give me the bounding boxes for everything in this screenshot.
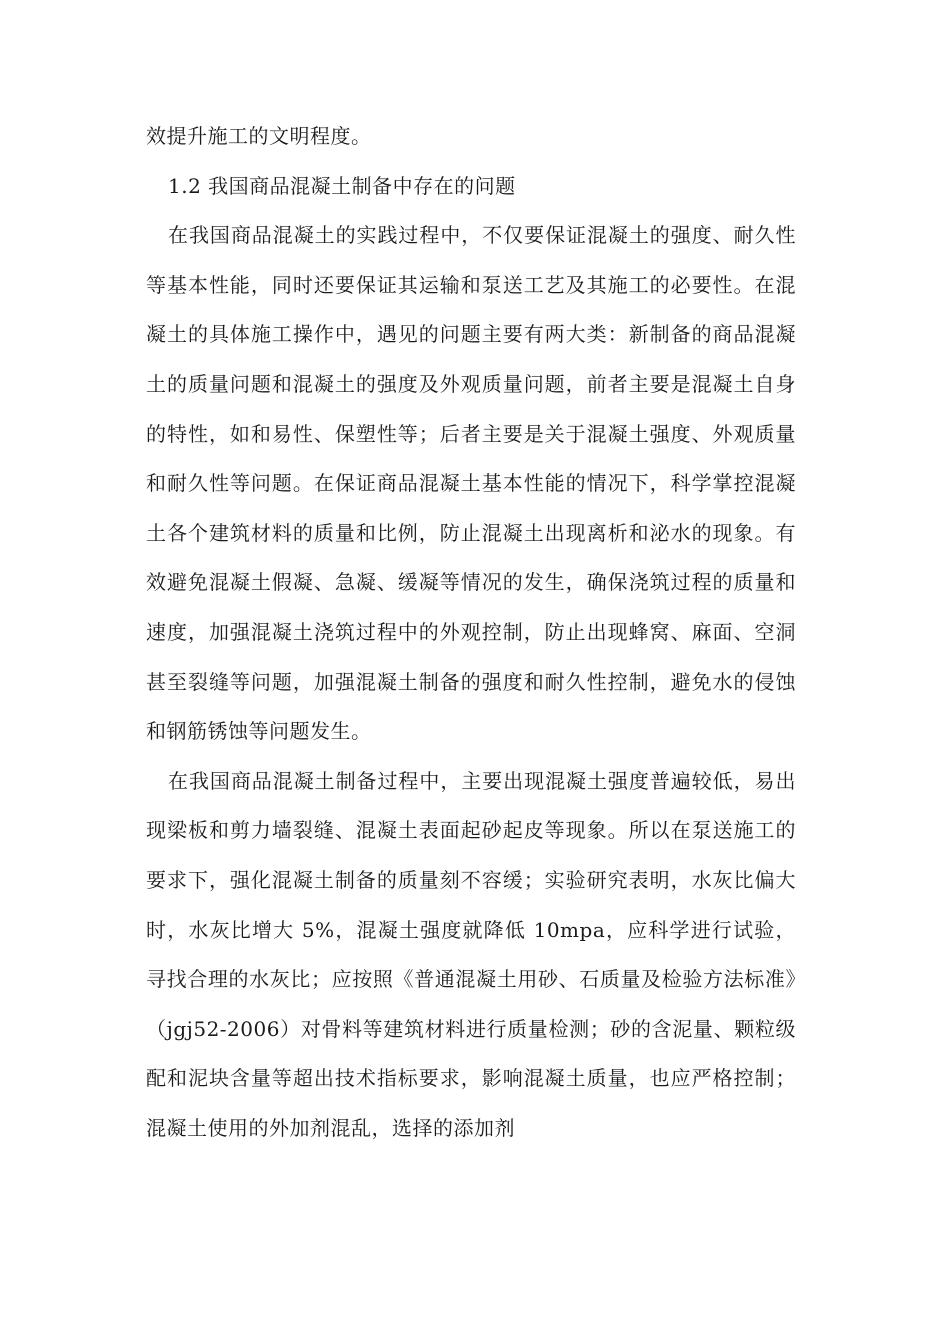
body-paragraph-1: 在我国商品混凝土的实践过程中，不仅要保证混凝土的强度、耐久性等基本性能，同时还要保证其运输和泵送工艺及其施工的必要性。在混凝土的具体施工操作中，遇见的问题主要有两大类：新制备的商品混凝土的质量问题和混凝土的强度及外观质量问题，前者主要是混凝土自身的特性，如和易性、保塑性等；后者主要是关于混凝土强度、外观质量和耐久性等问题。在保证商品混凝土基本性能的情况下，科学掌控混凝土各个建筑材料的质量和比例，防止混凝土出现离析和泌水的现象。有效避免混凝土假凝、急凝、缓凝等情况的发生，确保浇筑过程的质量和速度，加强混凝土浇筑过程中的外观控制，防止出现蜂窝、麻面、空洞甚至裂缝等问题，加强混凝土制备的强度和耐久性控制，避免水的侵蚀和钢筋锈蚀等问题发生。 [146, 223, 796, 744]
section-heading: 1.2 我国商品混凝土制备中存在的问题 [168, 173, 516, 198]
continued-paragraph: 效提升施工的文明程度。 [146, 124, 372, 148]
body-paragraph-2: 在我国商品混凝土制备过程中，主要出现混凝土强度普遍较低，易出现梁板和剪力墙裂缝、混凝土表面起砂起皮等现象。所以在泵送施工的要求下，强化混凝土制备的质量刻不容缓；实验研究表明，水灰比偏大时，水灰比增大 5%，混凝土强度就降低 10mpa，应科学进行试验，寻找合理的水灰比；应按照《普通混凝土用砂、石质量及检验方法标准》（jgj52-2006）对骨料等建筑材料进行质量检测；砂的含泥量、颗粒级配和泥块含量等超出技术指标要求，影响混凝土质量，也应严格控制；混凝土使用的外加剂混乱，选择的添加剂 [146, 768, 796, 1140]
document-body [146, 112, 796, 1153]
